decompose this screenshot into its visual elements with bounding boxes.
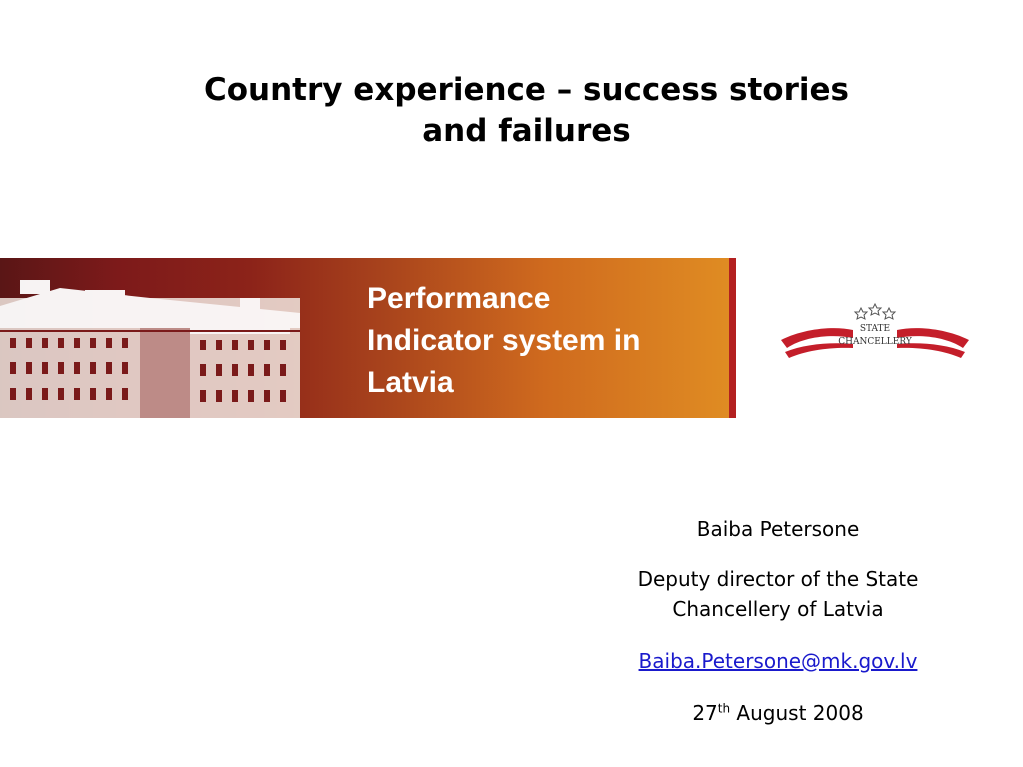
date-day: 27 bbox=[692, 701, 718, 725]
subtitle-line-3: Latvia bbox=[367, 366, 454, 399]
logo-star-icon bbox=[883, 308, 895, 319]
government-building-image bbox=[0, 258, 330, 418]
presentation-date bbox=[560, 698, 996, 728]
presenter-role-line-2: Chancellery of Latvia bbox=[672, 597, 884, 621]
slide-title-line-2: and failures bbox=[422, 113, 631, 149]
date-ordinal-suffix: th bbox=[717, 701, 731, 716]
subtitle-line-2: Indicator system in bbox=[367, 324, 641, 357]
presenter-email-link[interactable]: Baiba.Petersone@mk.gov.lv bbox=[638, 649, 918, 673]
presentation-subtitle bbox=[367, 278, 717, 404]
presenter-role bbox=[560, 564, 996, 624]
logo-star-icon bbox=[869, 304, 881, 315]
banner-edge-stripe bbox=[729, 258, 736, 418]
presenter-name: Baiba Petersone bbox=[696, 517, 860, 541]
presenter-info bbox=[560, 514, 996, 728]
slide-title-line-1: Country experience – success stories bbox=[204, 72, 849, 108]
logo-star-icon bbox=[855, 308, 867, 319]
logo-text-state: STATE bbox=[859, 324, 891, 334]
slide-title bbox=[120, 70, 933, 152]
logo-text-chancellery: CHANCELLERY bbox=[838, 337, 912, 347]
presenter-role-line-1: Deputy director of the State bbox=[637, 567, 919, 591]
subtitle-line-1: Performance bbox=[367, 282, 551, 315]
state-chancellery-logo bbox=[775, 300, 975, 370]
date-month-year: August 2008 bbox=[730, 701, 864, 725]
